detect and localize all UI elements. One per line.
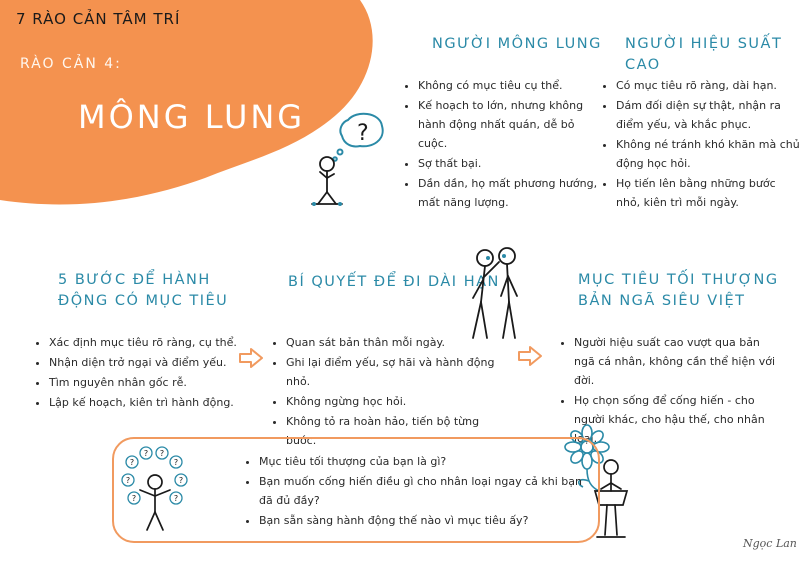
list-item: • Bạn sẵn sàng hành động thế nào vì mục tiêu ấy? <box>259 511 599 530</box>
svg-text:?: ? <box>131 494 137 503</box>
svg-text:?: ? <box>173 494 179 503</box>
vague-person-heading: NGƯỜI MÔNG LUNG <box>432 36 602 52</box>
long-term-list <box>272 333 511 451</box>
svg-text:?: ? <box>173 458 179 467</box>
svg-text:?: ? <box>129 458 135 467</box>
svg-text:?: ? <box>178 476 184 485</box>
list-item: • Người hiệu suất cao vượt qua bản ngã cá nhân, không cần thể hiện với đời. <box>574 333 784 390</box>
svg-text:?: ? <box>125 476 131 485</box>
steps-list <box>35 333 249 413</box>
list-item: • Quan sát bản thân mỗi ngày. <box>286 333 511 352</box>
author-signature: Ngọc Lan <box>743 537 797 550</box>
svg-text:?: ? <box>143 449 149 458</box>
list-item: • Họ tiến lên bằng những bước nhỏ, kiên trì mỗi ngày. <box>616 174 800 212</box>
high-performer-list <box>602 76 800 213</box>
questions-list <box>245 452 599 531</box>
ultimate-heading-line1: MỤC TIÊU TỐI THƯỢNG <box>578 272 779 288</box>
list-item: • Kế hoạch to lớn, nhưng không hành động nhất quán, dễ bỏ cuộc. <box>418 96 604 153</box>
long-term-heading: BÍ QUYẾT ĐỂ ĐI DÀI HẠN <box>288 274 500 290</box>
steps-heading-line1: 5 BƯỚC ĐỂ HÀNH <box>58 272 211 288</box>
list-item: • Có mục tiêu rõ ràng, dài hạn. <box>616 76 800 95</box>
ultimate-heading <box>578 270 779 312</box>
list-item: • Không tỏ ra hoàn hảo, tiến bộ từng bước. <box>286 412 511 450</box>
arrow-right-icon <box>238 347 264 369</box>
arrow-right-icon <box>517 345 543 367</box>
list-item: • Mục tiêu tối thượng của bạn là gì? <box>259 452 599 471</box>
steps-heading <box>58 270 228 312</box>
high-performer-heading: NGƯỜI HIỆU SUẤT CAO <box>625 36 783 73</box>
list-item: • Họ chọn sống để cống hiến - cho người khác, cho hậu thế, cho nhân loại. <box>574 391 784 448</box>
list-item: • Ghi lại điểm yếu, sợ hãi và hành động nhỏ. <box>286 353 511 391</box>
list-item: • Dám đối diện sự thật, nhận ra điểm yếu, và khắc phục. <box>616 96 800 134</box>
list-item: • Không có mục tiêu cụ thể. <box>418 76 604 95</box>
list-item: • Tìm nguyên nhân gốc rễ. <box>49 373 249 392</box>
steps-heading-line2: ĐỘNG CÓ MỤC TIÊU <box>58 293 229 309</box>
list-item: • Dần dần, họ mất phương hướng, mất năng lượng. <box>418 174 604 212</box>
list-item: • Không ngừng học hỏi. <box>286 392 511 411</box>
list-item: • Lập kế hoạch, kiên trì hành động. <box>49 393 249 412</box>
page-title: MÔNG LUNG <box>78 98 306 136</box>
vague-person-list <box>404 76 604 213</box>
thinking-person-icon <box>300 112 390 212</box>
ultimate-heading-line2: BẢN NGÃ SIÊU VIỆT <box>578 293 746 309</box>
barrier-label: RÀO CẢN 4: <box>20 56 122 72</box>
list-item: • Xác định mục tiêu rõ ràng, cụ thể. <box>49 333 249 352</box>
list-item: • Bạn muốn cống hiến điều gì cho nhân loại ngay cả khi bạn đã đủ đầy? <box>259 472 599 510</box>
series-title: 7 RÀO CẢN TÂM TRÍ <box>16 10 181 28</box>
list-item: • Không né tránh khó khăn mà chủ động học hỏi. <box>616 135 800 173</box>
svg-text:?: ? <box>357 121 369 146</box>
two-people-whisper-icon <box>455 240 535 350</box>
list-item: • Nhận diện trở ngại và điểm yếu. <box>49 353 249 372</box>
list-item: • Sợ thất bại. <box>418 154 604 173</box>
question-juggler-icon <box>120 446 190 534</box>
svg-text:?: ? <box>159 449 165 458</box>
